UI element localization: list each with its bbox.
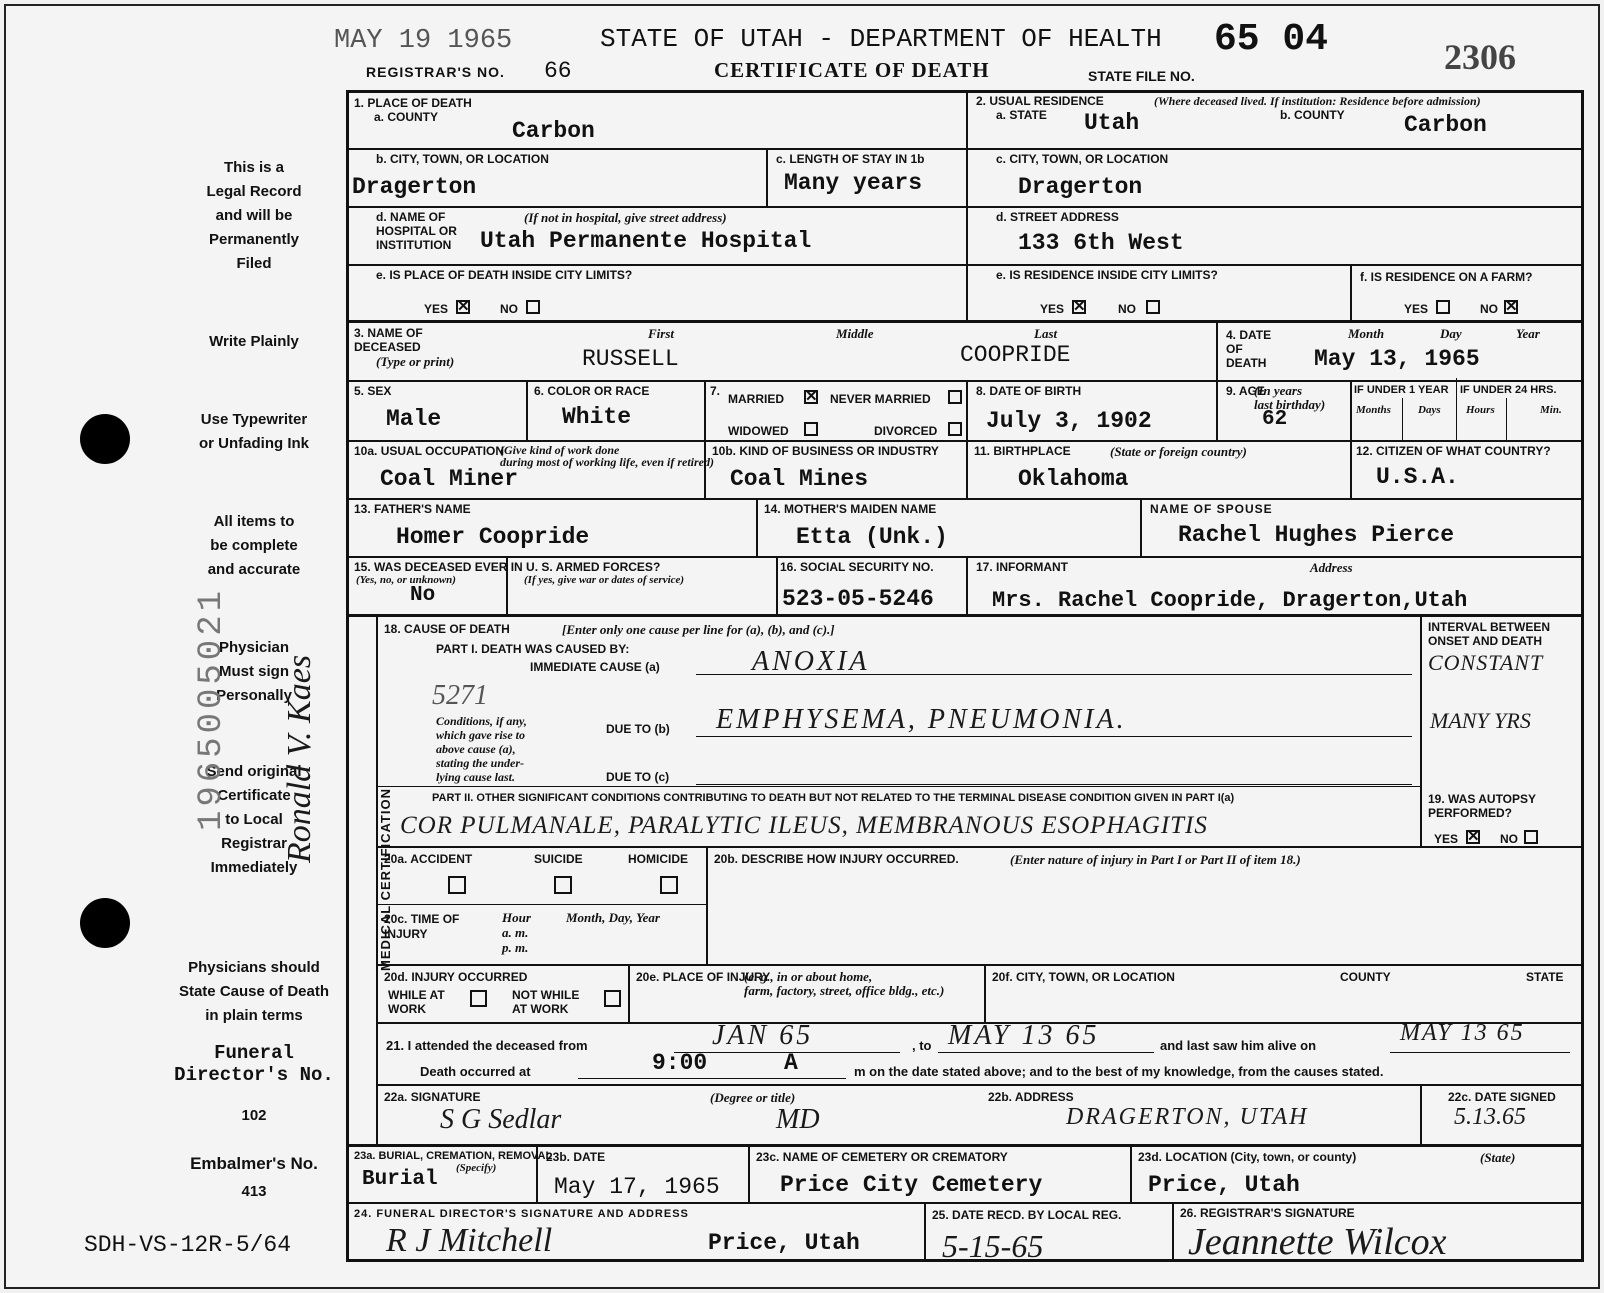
sex-value: Male: [386, 406, 442, 432]
address-label: Address: [1310, 560, 1353, 575]
conditions-note: Conditions, if any, which gave rise to above cause (a), stating the under- lying cause last.: [436, 714, 527, 784]
accident-checkbox[interactable]: [448, 876, 466, 894]
place-of-injury-note: (e. g., in or about home, farm, factory, street, office bldg., etc.): [744, 969, 945, 998]
death-city-limits-no: NO: [500, 302, 518, 316]
burial-label: 23a. BURIAL, CREMATION, REMOVAL: [354, 1150, 553, 1162]
days-label: Days: [1418, 404, 1441, 416]
citizen-label: 12. CITIZEN OF WHAT COUNTRY?: [1356, 444, 1551, 458]
immediate-cause-value: ANOXIA: [752, 646, 870, 677]
physician-degree-value: MD: [776, 1104, 820, 1135]
autopsy-no-checkbox[interactable]: [1524, 830, 1538, 844]
burial-state-label: (State): [1480, 1150, 1516, 1165]
min-label: Min.: [1540, 404, 1562, 416]
injury-occurred-label: 20d. INJURY OCCURRED: [384, 970, 528, 984]
father-name-label: 13. FATHER'S NAME: [354, 502, 471, 516]
death-time-value: 9:00: [652, 1050, 708, 1076]
punch-hole: [80, 414, 130, 464]
write-plainly-note: Write Plainly: [209, 333, 299, 350]
specify-note: (Specify): [456, 1162, 497, 1174]
physician-sign-note: Physician Must sign Personally: [216, 639, 292, 704]
vertical-signature: Ronald V. Kaes: [281, 654, 319, 864]
due-to-b-value: EMPHYSEMA, PNEUMONIA.: [716, 704, 1127, 735]
date-of-death-value: May 13, 1965: [1314, 346, 1480, 372]
street-address-label: d. STREET ADDRESS: [996, 210, 1119, 224]
mother-name-value: Etta (Unk.): [796, 524, 948, 550]
registrar-signature-label: 26. REGISTRAR'S SIGNATURE: [1180, 1206, 1355, 1220]
race-value: White: [562, 404, 632, 430]
never-married-checkbox[interactable]: [948, 390, 962, 404]
marital-number: 7.: [710, 384, 721, 398]
death-occurred-label: Death occurred at: [420, 1064, 531, 1079]
occupation-note: (Give kind of work done during most of working life, even if retired): [500, 443, 714, 469]
farm-label: f. IS RESIDENCE ON A FARM?: [1360, 270, 1533, 284]
divorced-checkbox[interactable]: [948, 422, 962, 436]
sex-label: 5. SEX: [354, 384, 392, 398]
physician-signature-value: S G Sedlar: [440, 1104, 562, 1135]
last-name-value: COOPRIDE: [960, 342, 1071, 368]
residence-city-limits-yes-checkbox[interactable]: [1072, 300, 1086, 314]
street-address-value: 133 6th West: [1018, 230, 1184, 256]
residence-city-limits-no: NO: [1118, 302, 1136, 316]
funeral-director-address: Price, Utah: [708, 1230, 860, 1256]
never-married-label: NEVER MARRIED: [830, 392, 931, 406]
injury-state-label: STATE: [1526, 970, 1564, 984]
complete-items-note: All items to be complete and accurate: [207, 513, 301, 578]
due-to-b-label: DUE TO (b): [606, 722, 670, 736]
armed-forces-value: No: [410, 584, 436, 607]
name-of-deceased-label: 3. NAME OF DECEASED: [354, 326, 423, 354]
middle-name-label: Middle: [836, 326, 874, 341]
state-file-no-label: STATE FILE NO.: [1088, 68, 1195, 84]
burial-date-label: 23b. DATE: [546, 1150, 606, 1164]
social-security-value: 523-05-5246: [782, 586, 934, 612]
usual-residence-label: 2. USUAL RESIDENCE: [976, 94, 1104, 108]
certificate-number-stamp: 2306: [1444, 37, 1516, 77]
month-day-year-label: Month, Day, Year: [566, 910, 660, 925]
hours-label: Hours: [1466, 404, 1495, 416]
hour-label: Hour a. m. p. m.: [502, 910, 531, 955]
occupation-label: 10a. USUAL OCCUPATION: [354, 444, 505, 458]
farm-yes-checkbox[interactable]: [1436, 300, 1450, 314]
embalmer-no-label: Embalmer's No.: [190, 1154, 318, 1173]
legal-record-note: This is a Legal Record and will be Permanently Filed: [206, 159, 302, 272]
interval-b-value: MANY YRS: [1430, 708, 1531, 733]
date-signed-label: 22c. DATE SIGNED: [1448, 1090, 1556, 1104]
age-value: 62: [1262, 408, 1288, 431]
length-of-stay-label: c. LENGTH OF STAY IN 1b: [776, 152, 925, 166]
typewriter-note: Use Typewriter or Unfading Ink: [199, 411, 309, 452]
punch-hole: [80, 898, 130, 948]
to-label: , to: [912, 1038, 932, 1053]
interval-label: INTERVAL BETWEEN ONSET AND DEATH: [1428, 620, 1551, 648]
age-note: (In years last birthday): [1254, 383, 1326, 412]
mother-name-label: 14. MOTHER'S MAIDEN NAME: [764, 502, 937, 516]
accident-label: 20a. ACCIDENT: [384, 852, 473, 866]
cemetery-value: Price City Cemetery: [780, 1172, 1043, 1198]
father-name-value: Homer Coopride: [396, 524, 590, 550]
hospital-note: (If not in hospital, give street address): [524, 210, 727, 225]
business-label: 10b. KIND OF BUSINESS OR INDUSTRY: [712, 444, 939, 458]
attended-from-value: JAN 65: [712, 1020, 814, 1051]
burial-method-value: Burial: [362, 1168, 438, 1191]
farm-no: NO: [1480, 302, 1498, 316]
immediate-cause-label: IMMEDIATE CAUSE (a): [530, 660, 660, 674]
first-name-value: RUSSELL: [582, 346, 679, 372]
date-received-label: 25. DATE RECD. BY LOCAL REG.: [932, 1208, 1122, 1222]
due-to-c-label: DUE TO (c): [606, 770, 670, 784]
first-name-label: First: [648, 326, 675, 341]
war-dates-note: (If yes, give war or dates of service): [524, 574, 685, 586]
residence-county-value: Carbon: [1404, 112, 1487, 138]
cause-of-death-note: [Enter only one cause per line for (a), (b), and (c).]: [562, 622, 835, 637]
race-label: 6. COLOR OR RACE: [534, 384, 650, 398]
farm-no-checkbox[interactable]: [1504, 300, 1518, 314]
last-name-label: Last: [1034, 326, 1058, 341]
business-value: Coal Mines: [730, 466, 869, 492]
type-or-print-note: (Type or print): [376, 354, 455, 369]
registrar-signature: Jeannette Wilcox: [1188, 1221, 1447, 1263]
file-number-stamp: 65 04: [1214, 18, 1329, 61]
injury-county-label: COUNTY: [1340, 970, 1391, 984]
day-label: Day: [1440, 326, 1462, 341]
certificate-title: CERTIFICATE OF DEATH: [714, 58, 990, 82]
physicians-state-cause-note: Physicians should State Cause of Death in plain terms: [178, 959, 330, 1024]
cemetery-label: 23c. NAME OF CEMETERY OR CREMATORY: [756, 1150, 1008, 1164]
death-city-label: b. CITY, TOWN, OR LOCATION: [376, 152, 549, 166]
registrar-number-value: 66: [544, 58, 572, 84]
department-title: STATE OF UTAH - DEPARTMENT OF HEALTH: [600, 24, 1162, 54]
not-at-work-label: NOT WHILE AT WORK: [512, 988, 580, 1016]
hospital-label: d. NAME OF HOSPITAL OR INSTITUTION: [376, 210, 457, 252]
part-two-label: PART II. OTHER SIGNIFICANT CONDITIONS CONTRIBUTING TO DEATH BUT NOT RELATED TO THE TERMINAL DISEASE CONDITION GIVEN IN PART I(a): [432, 792, 1235, 804]
death-meridiem-value: A: [784, 1050, 798, 1076]
place-of-injury-label: 20e. PLACE OF INJURY: [636, 970, 771, 984]
funeral-director-signature: R J Mitchell: [386, 1222, 553, 1259]
birthplace-label: 11. BIRTHPLACE: [974, 444, 1071, 458]
residence-state-label: a. STATE: [996, 108, 1047, 122]
county-label: a. COUNTY: [374, 110, 439, 124]
occupation-value: Coal Miner: [380, 466, 519, 492]
months-label: Months: [1356, 404, 1391, 416]
burial-location-label: 23d. LOCATION (City, town, or county): [1138, 1150, 1357, 1164]
divorced-label: DIVORCED: [874, 424, 938, 438]
date-signed-value: 5.13.65: [1454, 1104, 1526, 1130]
date-of-birth-value: July 3, 1902: [986, 408, 1152, 434]
last-saw-label: and last saw him alive on: [1160, 1038, 1317, 1053]
funeral-director-no-value: 102: [241, 1107, 267, 1124]
residence-city-limits-no-checkbox[interactable]: [1146, 300, 1160, 314]
how-injury-label: 20b. DESCRIBE HOW INJURY OCCURRED.: [714, 852, 959, 866]
degree-label: (Degree or title): [710, 1090, 796, 1105]
attended-to-value: MAY 13 65: [948, 1020, 1100, 1051]
informant-label: 17. INFORMANT: [976, 560, 1069, 574]
attended-label: 21. I attended the deceased from: [386, 1038, 588, 1053]
citizen-value: U.S.A.: [1376, 464, 1459, 490]
residence-city-limits-label: e. IS RESIDENCE INSIDE CITY LIMITS?: [996, 268, 1218, 282]
inside-city-limits-label: e. IS PLACE OF DEATH INSIDE CITY LIMITS?: [376, 268, 633, 282]
form-number: SDH-VS-12R-5/64: [84, 1232, 292, 1258]
birthplace-note: (State or foreign country): [1110, 444, 1247, 459]
under-1-year-label: IF UNDER 1 YEAR: [1354, 384, 1449, 396]
armed-forces-label: 15. WAS DECEASED EVER IN U. S. ARMED FORCES?: [354, 560, 661, 574]
residence-county-label: b. COUNTY: [1280, 108, 1345, 122]
physician-signature-label: 22a. SIGNATURE: [384, 1090, 481, 1104]
interval-a-value: CONSTANT: [1428, 650, 1544, 675]
age-label: 9. AGE: [1226, 384, 1265, 398]
send-original-note: Send original Certificate to Local Registrar Immediately: [206, 763, 302, 876]
burial-date-value: May 17, 1965: [554, 1174, 720, 1200]
residence-state-value: Utah: [1084, 110, 1140, 136]
autopsy-yes: YES: [1434, 832, 1459, 846]
social-security-label: 16. SOCIAL SECURITY NO.: [780, 560, 934, 574]
usual-residence-note: (Where deceased lived. If institution: Residence before admission): [1154, 94, 1481, 108]
burial-location-value: Price, Utah: [1148, 1172, 1300, 1198]
autopsy-yes-checkbox[interactable]: [1466, 830, 1480, 844]
knowledge-statement: m on the date stated above; and to the best of my knowledge, from the causes stated.: [854, 1064, 1384, 1079]
while-at-work-checkbox[interactable]: [470, 990, 487, 1007]
birthplace-value: Oklahoma: [1018, 466, 1129, 492]
residence-city-value: Dragerton: [1018, 174, 1143, 200]
under-24-hrs-label: IF UNDER 24 HRS.: [1460, 384, 1557, 396]
death-city-limits-yes-checkbox[interactable]: [456, 300, 470, 314]
embalmer-no-value: 413: [241, 1183, 267, 1200]
widowed-label: WIDOWED: [728, 424, 789, 438]
farm-yes: YES: [1404, 302, 1429, 316]
registrar-number-label: REGISTRAR'S NO.: [366, 64, 505, 80]
armed-forces-note: (Yes, no, or unknown): [356, 574, 456, 586]
spouse-name-value: Rachel Hughes Pierce: [1178, 522, 1455, 548]
suicide-label: SUICIDE: [534, 852, 583, 866]
homicide-label: HOMICIDE: [628, 852, 688, 866]
how-injury-note: (Enter nature of injury in Part I or Part II of item 18.): [1010, 852, 1301, 867]
injury-city-label: 20f. CITY, TOWN, OR LOCATION: [992, 970, 1175, 984]
death-county-value: Carbon: [512, 118, 595, 144]
date-received-value: 5-15-65: [942, 1228, 1044, 1264]
physician-address-value: DRAGERTON, UTAH: [1066, 1104, 1309, 1130]
vertical-stamp-number: 1965005021: [193, 586, 232, 832]
while-at-work-label: WHILE AT WORK: [388, 988, 445, 1016]
part-one-label: PART I. DEATH WAS CAUSED BY:: [436, 642, 630, 656]
spouse-name-label: NAME OF SPOUSE: [1150, 502, 1273, 516]
place-of-death-label: 1. PLACE OF DEATH: [354, 96, 472, 110]
hospital-value: Utah Permanente Hospital: [480, 228, 812, 254]
married-label: MARRIED: [728, 392, 784, 406]
widowed-checkbox[interactable]: [804, 422, 818, 436]
autopsy-label: 19. WAS AUTOPSY PERFORMED?: [1428, 792, 1537, 820]
medical-certification-label: MEDICAL CERTIFICATION: [378, 787, 394, 972]
death-city-limits-yes: YES: [424, 302, 449, 316]
informant-value: Mrs. Rachel Coopride, Dragerton,Utah: [992, 588, 1468, 613]
part-two-value: COR PULMANALE, PARALYTIC ILEUS, MEMBRANOUS ESOPHAGITIS: [400, 812, 1208, 839]
received-date-stamp: MAY 19 1965: [334, 26, 513, 56]
death-city-limits-no-checkbox[interactable]: [526, 300, 540, 314]
disease-code: 5271: [432, 680, 488, 711]
autopsy-no: NO: [1500, 832, 1518, 846]
time-of-injury-label: 20c. TIME OF INJURY: [384, 912, 460, 941]
date-of-birth-label: 8. DATE OF BIRTH: [976, 384, 1082, 398]
death-city-value: Dragerton: [352, 174, 477, 200]
physician-address-label: 22b. ADDRESS: [988, 1090, 1074, 1104]
year-label: Year: [1516, 326, 1540, 341]
funeral-director-signature-label: 24. FUNERAL DIRECTOR'S SIGNATURE AND ADDRESS: [354, 1208, 689, 1220]
date-of-death-label: 4. DATE OF DEATH: [1226, 328, 1272, 370]
homicide-checkbox[interactable]: [660, 876, 678, 894]
cause-of-death-label: 18. CAUSE OF DEATH: [384, 622, 510, 636]
not-at-work-checkbox[interactable]: [604, 990, 621, 1007]
funeral-director-no-label: Funeral Director's No.: [174, 1042, 334, 1086]
length-of-stay-value: Many years: [784, 170, 923, 196]
residence-city-limits-yes: YES: [1040, 302, 1065, 316]
married-checkbox[interactable]: [804, 390, 818, 404]
last-saw-value: MAY 13 65: [1400, 1020, 1525, 1046]
residence-city-label: c. CITY, TOWN, OR LOCATION: [996, 152, 1169, 166]
suicide-checkbox[interactable]: [554, 876, 572, 894]
month-label: Month: [1348, 326, 1385, 341]
